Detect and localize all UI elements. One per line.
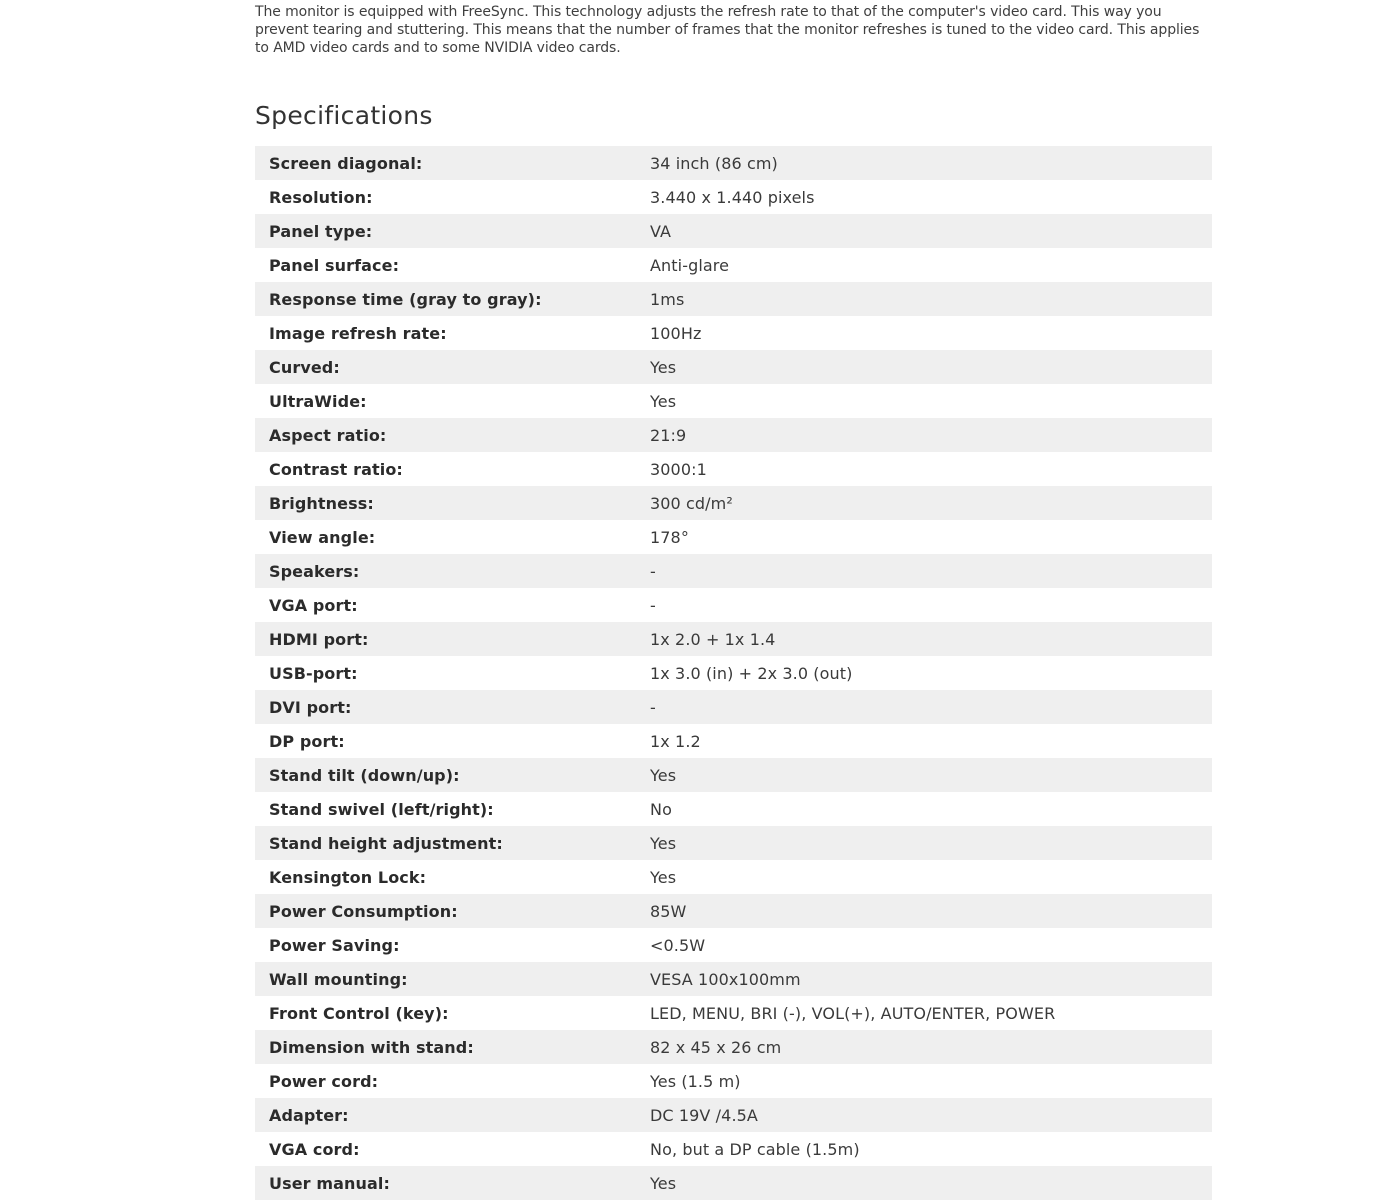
spec-value: 1x 2.0 + 1x 1.4 xyxy=(650,622,1212,656)
spec-label: VGA cord: xyxy=(269,1139,360,1159)
spec-value: VESA 100x100mm xyxy=(650,962,1212,996)
spec-label: Stand height adjustment: xyxy=(255,826,650,860)
spec-value: Anti-glare xyxy=(650,255,730,275)
spec-value: 100Hz xyxy=(650,323,702,343)
spec-value: 178° xyxy=(650,527,689,547)
spec-label: Screen diagonal: xyxy=(255,146,650,180)
specifications-table-body xyxy=(255,146,1212,1200)
spec-label: Stand swivel (left/right): xyxy=(269,799,494,819)
spec-label: DVI port: xyxy=(255,690,650,724)
spec-label: Power cord: xyxy=(269,1071,379,1091)
spec-row xyxy=(255,520,1212,554)
spec-label: Aspect ratio: xyxy=(255,418,650,452)
spec-label: Stand tilt (down/up): xyxy=(255,758,650,792)
spec-row xyxy=(255,384,1212,418)
spec-label: Kensington Lock: xyxy=(269,867,427,887)
spec-row xyxy=(255,486,1212,520)
spec-label: Power Consumption: xyxy=(255,894,650,928)
spec-label: Panel surface: xyxy=(269,255,400,275)
specifications-table xyxy=(255,146,1212,1200)
spec-value: 1ms xyxy=(650,282,1212,316)
spec-label: User manual: xyxy=(255,1166,650,1200)
spec-value: 85W xyxy=(650,894,1212,928)
spec-label: Image refresh rate: xyxy=(269,323,447,343)
spec-value: 21:9 xyxy=(650,418,1212,452)
spec-row xyxy=(255,180,1212,214)
spec-value: Yes xyxy=(650,1166,1212,1200)
product-description xyxy=(255,3,1212,1193)
spec-row xyxy=(255,282,1212,316)
spec-row xyxy=(255,622,1212,656)
spec-row xyxy=(255,1098,1212,1132)
spec-value: LED, MENU, BRI (-), VOL(+), AUTO/ENTER, POWER xyxy=(650,1003,1056,1023)
spec-row xyxy=(255,1166,1212,1200)
intro-paragraph: The monitor is equipped with FreeSync. This technology adjusts the refresh rate to that of the computer's video card. This way you prevent tearing and stuttering. This means that the number of frames that the monitor refreshes is tuned to the video card. This applies to AMD video cards and to some NVIDIA video cards. xyxy=(255,4,1200,56)
spec-value: Yes xyxy=(650,826,1212,860)
spec-label: Speakers: xyxy=(255,554,650,588)
spec-row xyxy=(255,418,1212,452)
spec-label: HDMI port: xyxy=(255,622,650,656)
specifications-heading: Specifications xyxy=(255,101,433,130)
spec-row xyxy=(255,928,1212,962)
spec-label: Adapter: xyxy=(255,1098,650,1132)
spec-row xyxy=(255,1064,1212,1098)
spec-label: Brightness: xyxy=(255,486,650,520)
spec-value: VA xyxy=(650,214,1212,248)
spec-value: - xyxy=(650,595,656,615)
spec-value: 300 cd/m² xyxy=(650,486,1212,520)
spec-label: Dimension with stand: xyxy=(255,1030,650,1064)
spec-value: 1x 3.0 (in) + 2x 3.0 (out) xyxy=(650,663,853,683)
spec-row xyxy=(255,316,1212,350)
spec-value: 82 x 45 x 26 cm xyxy=(650,1030,1212,1064)
spec-value: 34 inch (86 cm) xyxy=(650,146,1212,180)
spec-row xyxy=(255,656,1212,690)
spec-value: 3.440 x 1.440 pixels xyxy=(650,187,815,207)
spec-row xyxy=(255,1030,1212,1064)
spec-row xyxy=(255,248,1212,282)
spec-value: DC 19V /4.5A xyxy=(650,1098,1212,1132)
spec-row xyxy=(255,758,1212,792)
spec-value: Yes xyxy=(650,391,677,411)
spec-label: USB-port: xyxy=(269,663,358,683)
spec-value: No, but a DP cable (1.5m) xyxy=(650,1139,860,1159)
spec-label: DP port: xyxy=(269,731,345,751)
spec-label: View angle: xyxy=(269,527,376,547)
spec-row xyxy=(255,452,1212,486)
spec-row xyxy=(255,588,1212,622)
spec-row xyxy=(255,690,1212,724)
spec-row xyxy=(255,350,1212,384)
spec-label: Power Saving: xyxy=(269,935,400,955)
spec-value: Yes xyxy=(650,350,1212,384)
spec-label: VGA port: xyxy=(269,595,358,615)
spec-value: 1x 1.2 xyxy=(650,731,701,751)
spec-value: 3000:1 xyxy=(650,459,707,479)
spec-row xyxy=(255,860,1212,894)
spec-row xyxy=(255,146,1212,180)
spec-label: UltraWide: xyxy=(269,391,367,411)
spec-value: - xyxy=(650,554,1212,588)
spec-value: - xyxy=(650,690,1212,724)
spec-row xyxy=(255,894,1212,928)
spec-row xyxy=(255,724,1212,758)
spec-row xyxy=(255,214,1212,248)
spec-row xyxy=(255,792,1212,826)
spec-value: No xyxy=(650,799,672,819)
spec-label: Resolution: xyxy=(269,187,373,207)
spec-row xyxy=(255,826,1212,860)
spec-value: Yes xyxy=(650,867,677,887)
spec-value: <0.5W xyxy=(650,935,706,955)
spec-label: Response time (gray to gray): xyxy=(255,282,650,316)
spec-label: Front Control (key): xyxy=(269,1003,449,1023)
spec-label: Panel type: xyxy=(255,214,650,248)
spec-row xyxy=(255,996,1212,1030)
spec-label: Wall mounting: xyxy=(255,962,650,996)
spec-label: Curved: xyxy=(255,350,650,384)
spec-row xyxy=(255,554,1212,588)
spec-value: Yes xyxy=(650,758,1212,792)
spec-label: Contrast ratio: xyxy=(269,459,403,479)
spec-value: Yes (1.5 m) xyxy=(650,1071,741,1091)
spec-row xyxy=(255,1132,1212,1166)
spec-row xyxy=(255,962,1212,996)
